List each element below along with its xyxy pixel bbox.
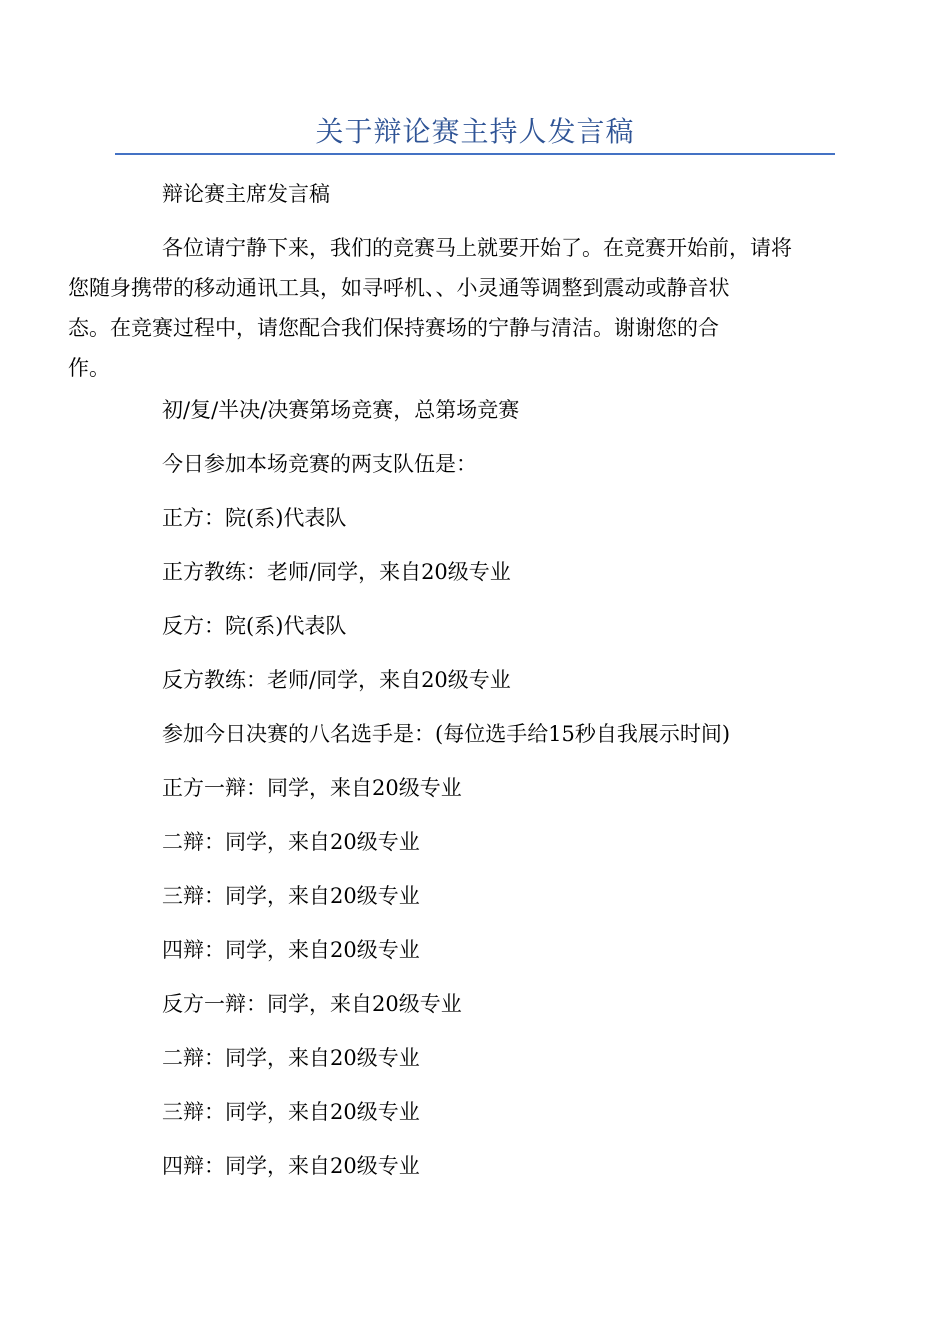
paragraph-text: 反方一辩：同学，来自20级专业 [162,992,462,1016]
paragraph-affirmative-first [115,768,835,808]
paragraph-text: 正方一辩：同学，来自20级专业 [162,776,462,800]
paragraph-text: 二辩：同学，来自20级专业 [162,830,420,854]
paragraph-negative-coach [115,660,835,700]
paragraph-text: 初/复/半决/决赛第场竞赛，总第场竞赛 [162,398,520,422]
paragraph-negative-second [115,1038,835,1078]
paragraph-text: 四辩：同学，来自20级专业 [162,1154,420,1178]
paragraph-affirmative-second [115,822,835,862]
paragraph-text: 三辩：同学，来自20级专业 [162,1100,420,1124]
paragraph-text: 正方教练：老师/同学，来自20级专业 [162,560,511,584]
paragraph-text: 反方教练：老师/同学，来自20级专业 [162,668,511,692]
paragraph-teams-intro [115,444,835,484]
paragraph-line: 您随身携带的移动通讯工具，如寻呼机、、小灵通等调整到震动或静音状 [68,276,730,300]
paragraph-affirmative-third [115,876,835,916]
paragraph-debaters-intro [115,714,835,754]
paragraph-text: 辩论赛主席发言稿 [162,182,330,206]
paragraph-round [115,390,835,430]
paragraph-line: 作。 [68,356,110,380]
paragraph-opening-notice [68,228,835,388]
paragraph-text: 正方：院(系)代表队 [162,506,347,530]
paragraph-negative-team [115,606,835,646]
document-title: 关于辩论赛主持人发言稿 [315,115,635,148]
paragraph-text: 三辩：同学，来自20级专业 [162,884,420,908]
paragraph-line: 态。在竞赛过程中，请您配合我们保持赛场的宁静与清洁。谢谢您的合 [68,316,719,340]
paragraph-text: 参加今日决赛的八名选手是：(每位选手给15秒自我展示时间) [162,722,731,746]
paragraph-negative-fourth [115,1146,835,1186]
paragraph-negative-third [115,1092,835,1132]
paragraph-text: 四辩：同学，来自20级专业 [162,938,420,962]
title-underline [115,153,835,155]
paragraph-affirmative-coach [115,552,835,592]
paragraph-negative-first [115,984,835,1024]
paragraph-text: 反方：院(系)代表队 [162,614,347,638]
paragraph-text: 二辩：同学，来自20级专业 [162,1046,420,1070]
paragraph-line: 各位请宁静下来，我们的竞赛马上就要开始了。在竞赛开始前，请将 [162,236,792,260]
paragraph-affirmative-fourth [115,930,835,970]
paragraph-text: 今日参加本场竞赛的两支队伍是： [162,452,477,476]
paragraph-affirmative-team [115,498,835,538]
paragraph-chair-speech [115,174,835,214]
paragraph-text [68,228,835,388]
